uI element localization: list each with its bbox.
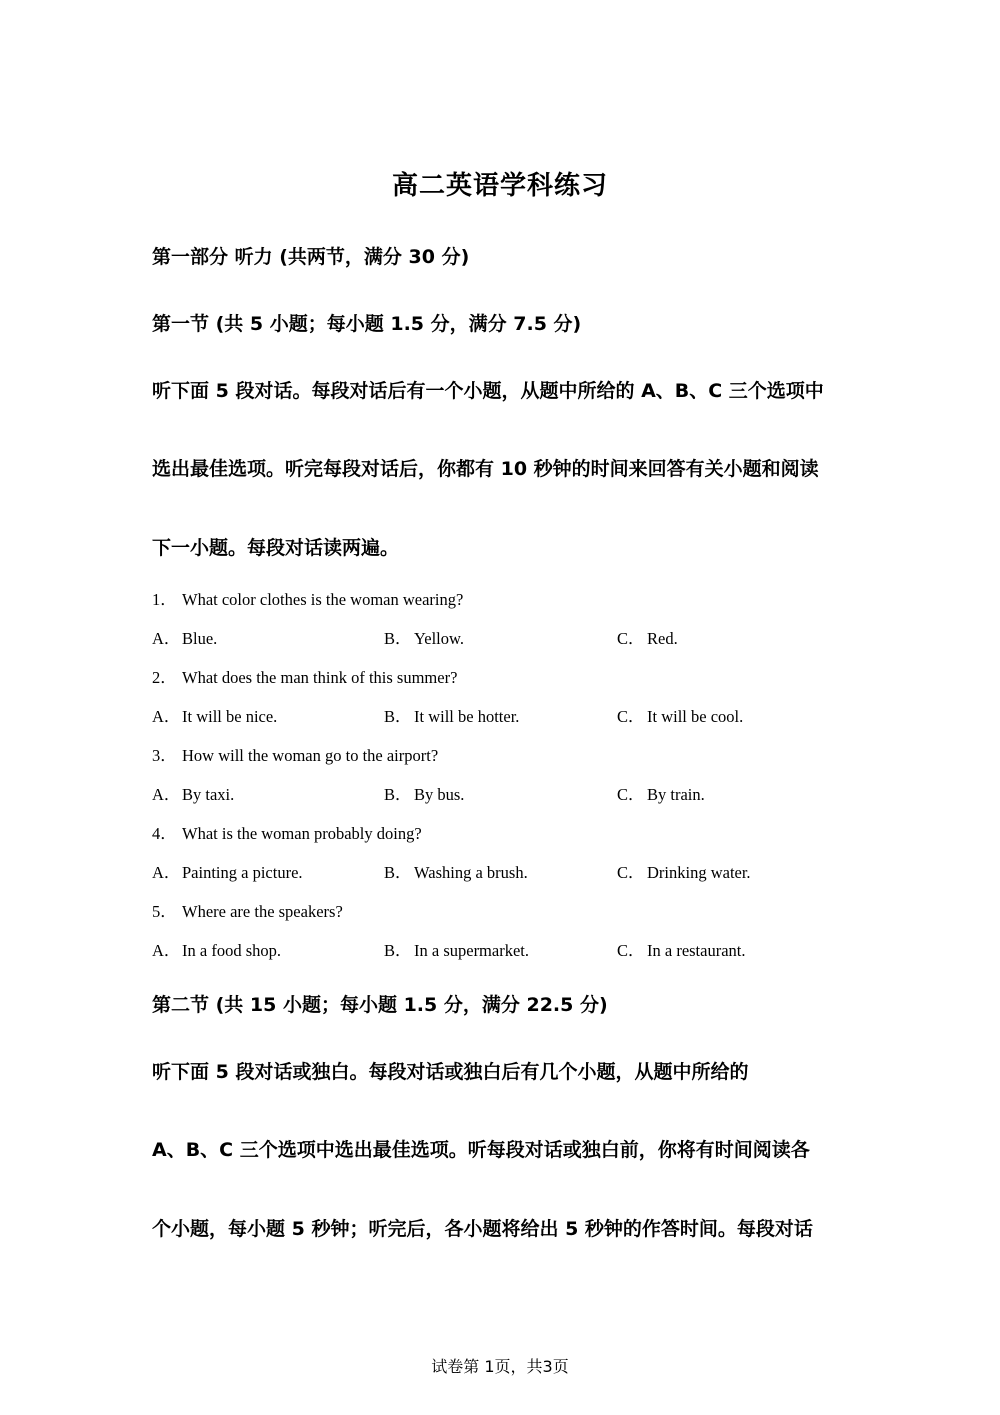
option-b — [384, 784, 464, 806]
question-number: 1． — [152, 590, 177, 609]
option-text: By bus. — [414, 785, 465, 804]
question-4-options — [152, 862, 852, 884]
question-1 — [152, 589, 463, 611]
option-text: It will be hotter. — [414, 707, 520, 726]
option-letter: A． — [152, 629, 181, 648]
option-c — [617, 784, 705, 806]
option-letter: B． — [384, 941, 412, 960]
option-letter: A． — [152, 863, 181, 882]
option-b — [384, 706, 519, 728]
question-text: What color clothes is the woman wearing? — [182, 590, 464, 609]
question-4 — [152, 823, 422, 845]
option-c — [617, 940, 746, 962]
option-text: In a food shop. — [182, 941, 281, 960]
option-text: Yellow. — [414, 629, 464, 648]
option-b — [384, 940, 529, 962]
question-text: How will the woman go to the airport? — [182, 746, 439, 765]
option-letter: C． — [617, 707, 645, 726]
option-letter: A． — [152, 707, 181, 726]
option-c — [617, 706, 743, 728]
option-a — [152, 940, 281, 962]
option-letter: C． — [617, 941, 645, 960]
option-b — [384, 862, 528, 884]
question-number: 2． — [152, 668, 177, 687]
option-text: Washing a brush. — [414, 863, 528, 882]
section1-instruction-line: 听下面 5 段对话。每段对话后有一个小题，从题中所给的 A、B、C 三个选项中 — [152, 380, 824, 402]
option-letter: B． — [384, 707, 412, 726]
option-text: Red. — [647, 629, 678, 648]
option-letter: A． — [152, 941, 181, 960]
option-text: In a restaurant. — [647, 941, 746, 960]
option-text: Painting a picture. — [182, 863, 303, 882]
question-text: Where are the speakers? — [182, 902, 343, 921]
question-number: 5． — [152, 902, 177, 921]
page-title: 高二英语学科练习 — [391, 171, 608, 201]
section2-instruction-line: 听下面 5 段对话或独白。每段对话或独白后有几个小题，从题中所给的 — [152, 1061, 749, 1083]
question-text: What does the man think of this summer? — [182, 668, 458, 687]
option-text: By train. — [647, 785, 705, 804]
part1-heading: 第一部分 听力 (共两节，满分 30 分) — [152, 246, 470, 268]
option-letter: C． — [617, 629, 645, 648]
option-letter: B． — [384, 629, 412, 648]
option-b — [384, 628, 464, 650]
option-text: Drinking water. — [647, 863, 751, 882]
option-c — [617, 628, 678, 650]
question-number: 3． — [152, 746, 177, 765]
option-a — [152, 862, 303, 884]
question-number: 4． — [152, 824, 177, 843]
option-text: Blue. — [182, 629, 218, 648]
section2-instruction-line: A、B、C 三个选项中选出最佳选项。听每段对话或独白前，你将有时间阅读各 — [152, 1139, 810, 1161]
page-footer: 试卷第 1页，共3页 — [431, 1357, 569, 1376]
option-letter: C． — [617, 785, 645, 804]
option-c — [617, 862, 751, 884]
question-3 — [152, 745, 438, 767]
option-letter: C． — [617, 863, 645, 882]
section2-heading: 第二节 (共 15 小题；每小题 1.5 分，满分 22.5 分) — [152, 994, 608, 1016]
option-letter: B． — [384, 785, 412, 804]
question-2 — [152, 667, 457, 689]
question-text: What is the woman probably doing? — [182, 824, 422, 843]
section2-instruction-line: 个小题，每小题 5 秒钟；听完后，各小题将给出 5 秒钟的作答时间。每段对话 — [152, 1218, 813, 1240]
option-text: It will be nice. — [182, 707, 278, 726]
option-letter: B． — [384, 863, 412, 882]
section1-instruction-line: 选出最佳选项。听完每段对话后，你都有 10 秒钟的时间来回答有关小题和阅读 — [152, 458, 819, 480]
question-5 — [152, 901, 343, 923]
question-5-options — [152, 940, 852, 962]
question-3-options — [152, 784, 852, 806]
option-a — [152, 784, 234, 806]
option-text: In a supermarket. — [414, 941, 529, 960]
option-letter: A． — [152, 785, 181, 804]
option-text: By taxi. — [182, 785, 235, 804]
section1-instruction-line: 下一小题。每段对话读两遍。 — [152, 537, 400, 559]
option-text: It will be cool. — [647, 707, 744, 726]
option-a — [152, 706, 277, 728]
question-2-options — [152, 706, 852, 728]
section1-heading: 第一节 (共 5 小题；每小题 1.5 分，满分 7.5 分) — [152, 313, 582, 335]
option-a — [152, 628, 217, 650]
question-1-options — [152, 628, 852, 650]
